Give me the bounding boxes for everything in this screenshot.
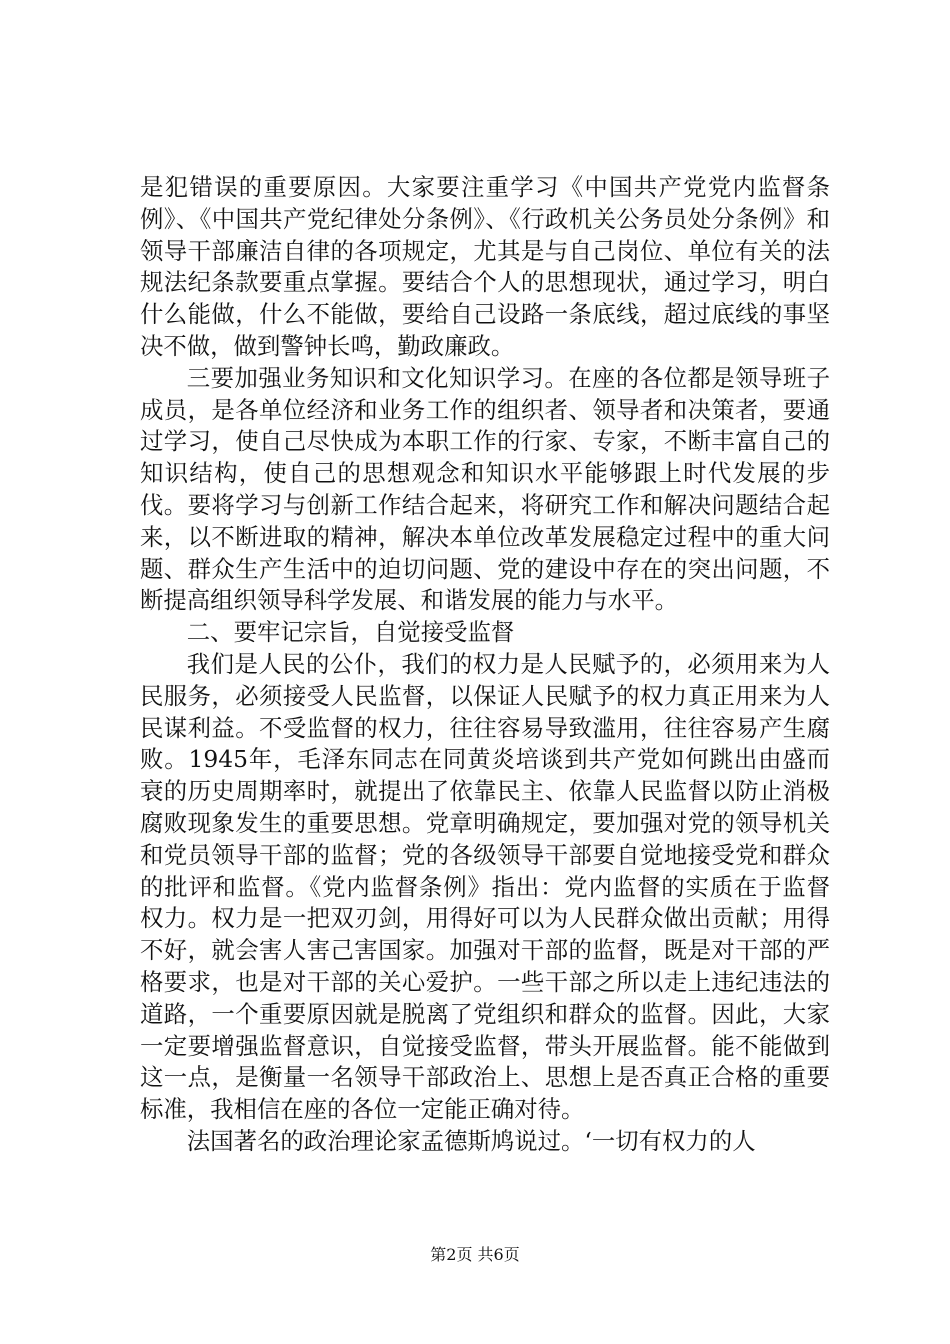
document-body xyxy=(140,172,830,1158)
page-number-footer: 第2页 共6页 xyxy=(430,1245,520,1264)
paragraph-continued: 是犯错误的重要原因。大家要注重学习《中国共产党党内监督条例》、《中国共产党纪律处分条例》、《行政机关公务员处分条例》和领导干部廉洁自律的各项规定，尤其是与自己岗位、单位有关的法规法纪条款要重点掌握。要结合个人的思想现状，通过学习，明白什么能做，什么不能做，要给自己设路一条底线，超过底线的事坚决不做，做到警钟长鸣，勤政廉政。 xyxy=(140,173,830,360)
paragraph-montesquieu: 法国著名的政治理论家孟德斯鸠说过。‘一切有权力的人 xyxy=(186,1126,756,1155)
paragraph-study-knowledge: 三要加强业务知识和文化知识学习。在座的各位都是领导班子成员，是各单位经济和业务工作的组织者、领导者和决策者，要通过学习，使自己尽快成为本职工作的行家、专家，不断丰富自己的知识结构，使自己的思想观念和知识水平能够跟上时代发展的步伐。要将学习与创新工作结合起来，将研究工作和解决问题结合起来，以不断进取的精神，解决本单位改革发展稳定过程中的重大问题、群众生产生活中的迫切问题、党的建设中存在的突出问题，不断提高组织领导科学发展、和谐发展的能力与水平。 xyxy=(140,363,830,615)
paragraph-supervision: 我们是人民的公仆，我们的权力是人民赋予的，必须用来为人民服务，必须接受人民监督，以保证人民赋予的权力真正用来为人民谋利益。不受监督的权力，往往容易导致滥用，往往容易产生腐败。1945年，毛泽东同志在同黄炎培谈到共产党如何跳出由盛而衰的历史周期率时，就提出了依靠民主、依靠人民监督以防止消极腐败现象发生的重要思想。党章明确规定，要加强对党的领导机关和党员领导干部的监督；党的各级领导干部要自觉地接受党和群众的批评和监督。《党内监督条例》指出：党内监督的实质在于监督权力。权力是一把双刃剑，用得好可以为人民群众做出贡献；用得不好，就会害人害己害国家。加强对干部的监督，既是对干部的严格要求，也是对干部的关心爱护。一些干部之所以走上违纪违法的道路，一个重要原因就是脱离了党组织和群众的监督。因此，大家一定要增强监督意识，自觉接受监督，带头开展监督。能不能做到这一点，是衡量一名领导干部政治上、思想上是否真正合格的重要标准，我相信在座的各位一定能正确对待。 xyxy=(140,649,830,1124)
section-heading-supervision: 二、要牢记宗旨，自觉接受监督 xyxy=(186,618,515,647)
